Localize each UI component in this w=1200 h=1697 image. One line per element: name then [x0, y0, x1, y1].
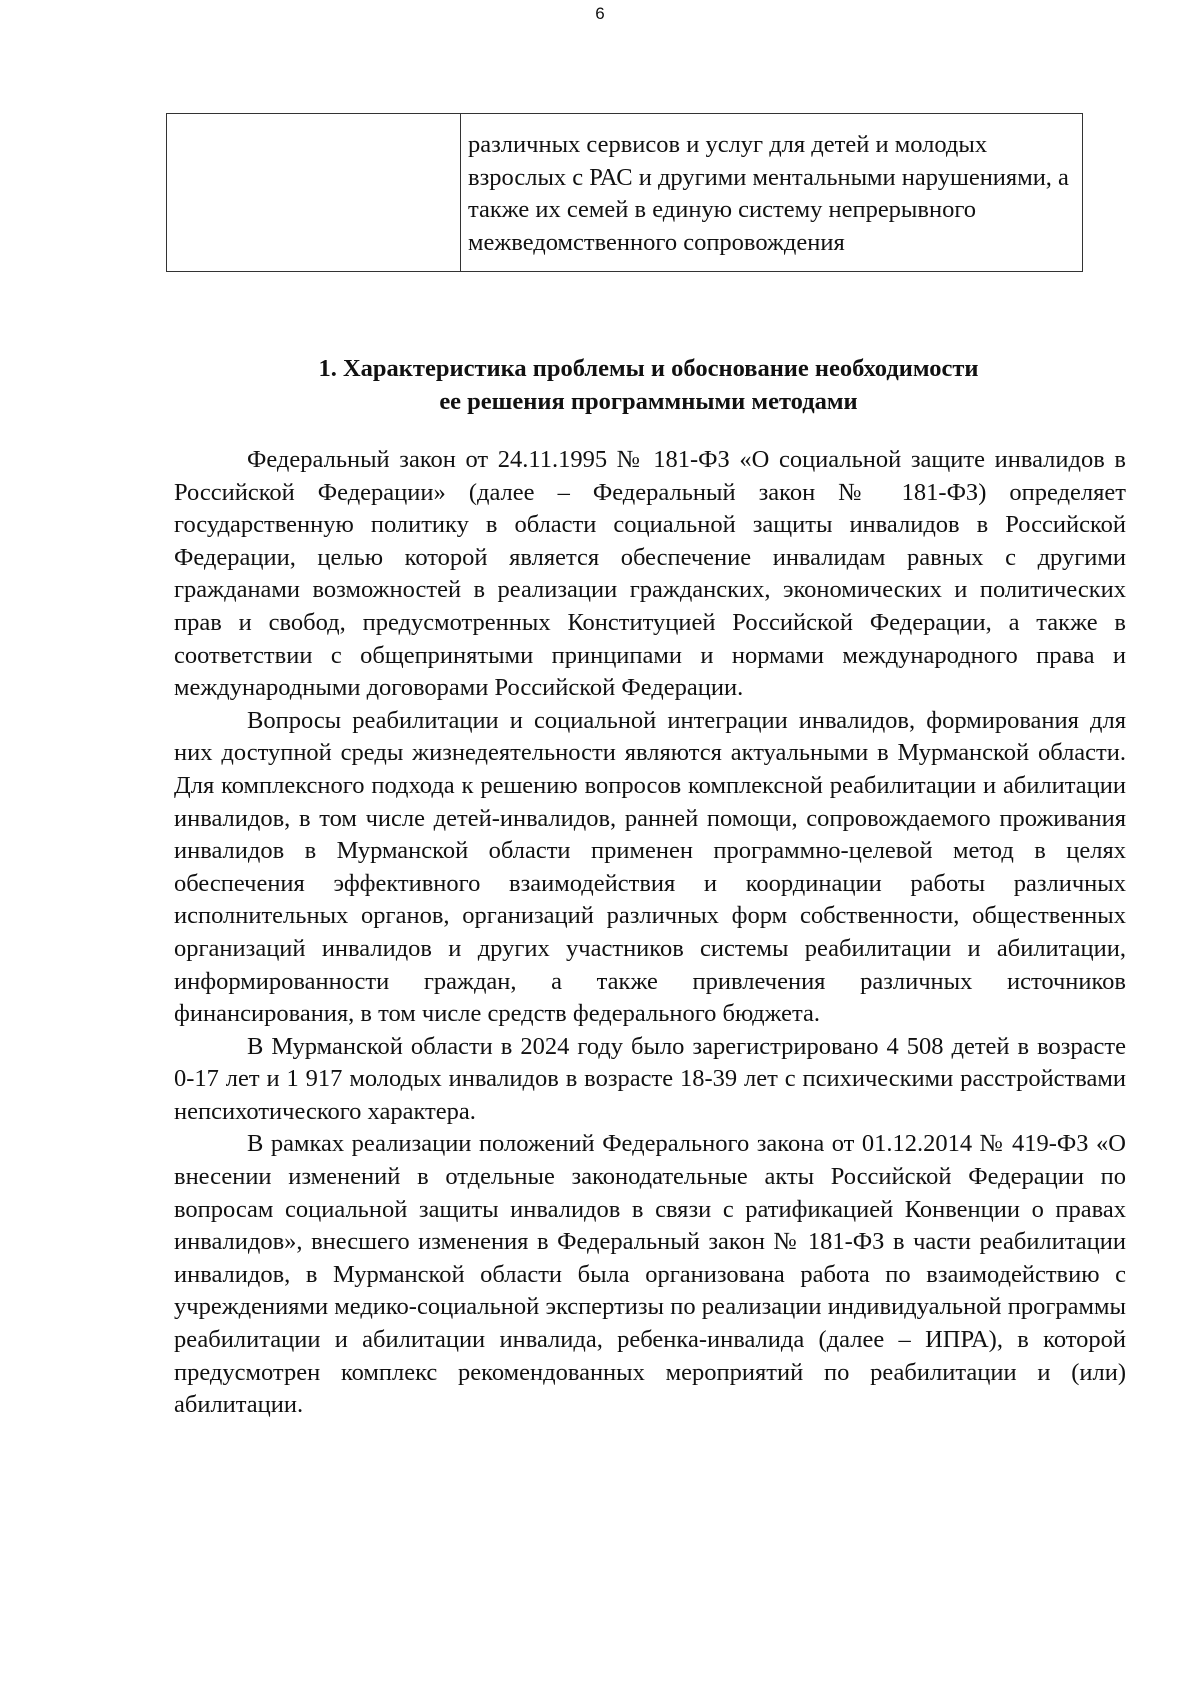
section-heading-line-1: 1. Характеристика проблемы и обоснование необходимости — [318, 355, 979, 382]
page-number: 6 — [595, 4, 605, 23]
table-cell-text: различных сервисов и услуг для детей и молодых взрослых с РАС и другими ментальными нарушениями, а также их семей в единую систему непрерывного межведомственного сопровождения — [461, 114, 1083, 272]
paragraph-rehabilitation-issues: Вопросы реабилитации и социальной интеграции инвалидов, формирования для них доступной среды жизнедеятельности являются актуальными в Мурманской области. Для комплексного подхода к решению вопросов комплексной реабилитации и абилитации инвалидов, в том числе детей-инвалидов, ранней помощи, сопровождаемого проживания инвалидов в Мурманской области применен программно-целевой метод в целях обеспечения эффективного взаимодействия и координации работы различных исполнительных органов, организаций различных форм собственности, общественных организаций инвалидов и других участников системы реабилитации и абилитации, информированности граждан, а также привлечения различных источников финансирования, в том числе средств федерального бюджета. — [174, 706, 1126, 1028]
paragraph-statistics-2024: В Мурманской области в 2024 году было зарегистрировано 4 508 детей в возрасте 0-17 лет и 1 917 молодых инвалидов в возрасте 18-39 лет с психическими расстройствами непсихотического характера. — [174, 1032, 1126, 1125]
body-text — [174, 444, 1126, 1422]
table-cell-empty — [167, 114, 461, 272]
section-heading-line-2: ее решения программными методами — [439, 387, 858, 415]
paragraph-federal-law-419: В рамках реализации положений Федерального закона от 01.12.2014 № 419-ФЗ «О внесении изменений в отдельные законодательные акты Российской Федерации по вопросам социальной защиты инвалидов в связи с ратификацией Конвенции о правах инвалидов», внесшего изменения в Федеральный закон № 181-ФЗ в части реабилитации инвалидов, в Мурманской области была организована работа по взаимодействию с учреждениями медико-социальной экспертизы по реализации индивидуальной программы реабилитации и абилитации инвалида, ребенка-инвалида (далее – ИПРА), в которой предусмотрен комплекс рекомендованных мероприятий по реабилитации и (или) абилитации. — [174, 1130, 1126, 1419]
continued-table — [166, 113, 1083, 272]
section-heading — [166, 353, 1131, 418]
table-row — [167, 114, 1083, 272]
paragraph-federal-law-181: Федеральный закон от 24.11.1995 № 181-ФЗ «О социальной защите инвалидов в Российской Федерации» (далее – Федеральный закон № 181-ФЗ) определяет государственную политику в области социальной защиты инвалидов в Российской Федерации, целью которой является обеспечение инвалидам равных с другими гражданами возможностей в реализации гражданских, экономических и политических прав и свобод, предусмотренных Конституцией Российской Федерации, а также в соответствии с общепринятыми принципами и нормами международного права и международными договорами Российской Федерации. — [174, 446, 1126, 702]
